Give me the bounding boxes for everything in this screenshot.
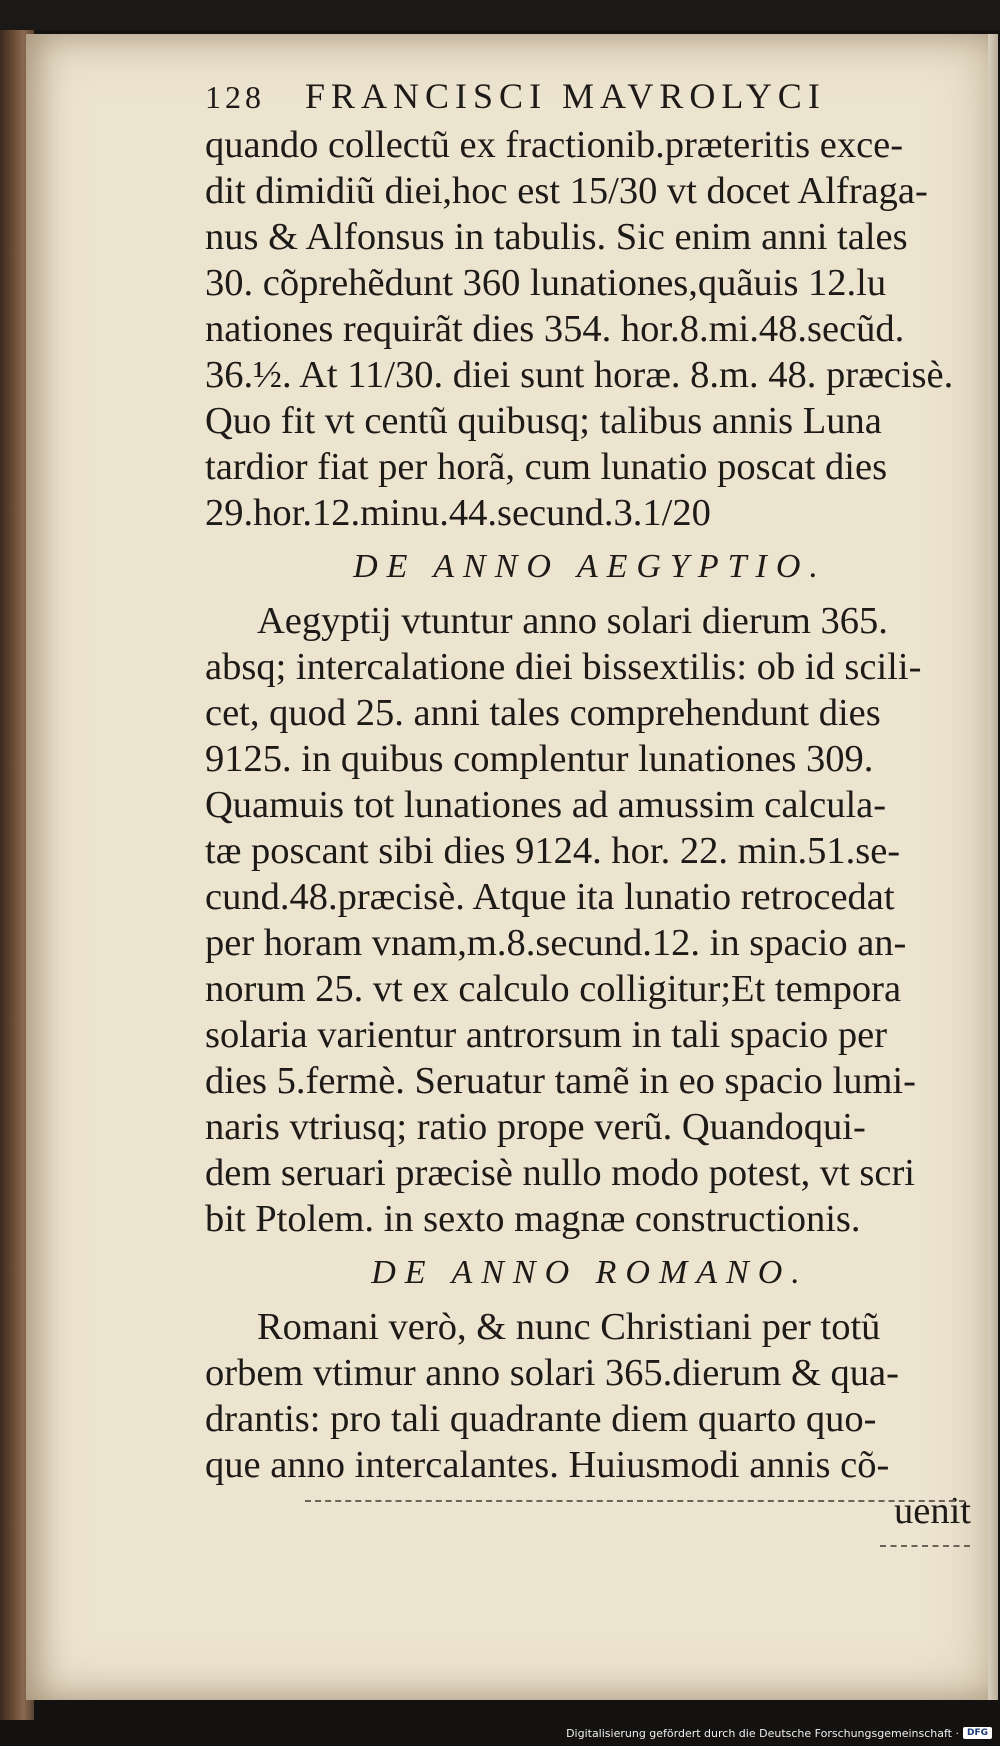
catchword: uenit <box>894 1490 971 1532</box>
dfg-logo-icon: DFG <box>963 1727 992 1739</box>
paragraph-aegyptio <box>205 598 975 1242</box>
bottom-rule <box>305 1500 965 1502</box>
text-line: cet, quod 25. anni tales comprehendunt dies <box>205 692 881 734</box>
text-line: Quo fit vt centũ quibusq; talibus annis Luna <box>205 400 882 442</box>
text-line: 29.hor.12.minu.44.secund.3.1/20 <box>205 492 711 534</box>
text-line: drantis: pro tali quadrante diem quarto quo- <box>205 1398 877 1440</box>
text-line: naris vtriusq; ratio prope verũ. Quandoqui- <box>205 1106 866 1148</box>
page-edge <box>988 34 998 1700</box>
running-head: FRANCISCI MAVROLYCI <box>305 76 826 116</box>
footer-credit: Digitalisierung gefördert durch die Deutsche Forschungsgemeinschaft · <box>566 1726 959 1740</box>
text-line: 36.½. At 11/30. diei sunt horæ. 8.m. 48. præcisè. <box>205 354 954 396</box>
text-line: nationes requirãt dies 354. hor.8.mi.48.secũd. <box>205 308 905 350</box>
text-line: orbem vtimur anno solari 365.dierum & qua- <box>205 1352 899 1394</box>
text-line: Quamuis tot lunationes ad amussim calcula- <box>205 784 887 826</box>
text-line: Romani verò, & nunc Christiani per totũ <box>257 1306 881 1348</box>
scan-top-border <box>0 0 1000 30</box>
text-line: absq; intercalatione diei bissextilis: ob id scili- <box>205 646 922 688</box>
text-line: bit Ptolem. in sexto magnæ constructionis. <box>205 1198 861 1240</box>
page-header <box>205 70 975 122</box>
paragraph-romano <box>205 1304 975 1488</box>
text-line: tæ poscant sibi dies 9124. hor. 22. min.51.se- <box>205 830 901 872</box>
section-heading-romano: DE ANNO ROMANO. <box>371 1254 809 1291</box>
page-number: 128 <box>205 79 265 115</box>
text-line: 30. cõprehẽdunt 360 lunationes,quãuis 12.lu <box>205 262 887 304</box>
text-line: quando collectũ ex fractionib.præteritis exce- <box>205 124 904 166</box>
digitization-footer <box>566 1724 992 1742</box>
text-line: 9125. in quibus complentur lunationes 309. <box>205 738 874 780</box>
text-line: tardior fiat per horã, cum lunatio poscat dies <box>205 446 888 488</box>
paragraph-intro <box>205 122 975 536</box>
text-line: dies 5.fermè. Seruatur tamẽ in eo spacio lumi- <box>205 1060 916 1102</box>
text-line: per horam vnam,m.8.secund.12. in spacio an- <box>205 922 907 964</box>
text-line: dem seruari præcisè nullo modo potest, vt scri <box>205 1152 915 1194</box>
text-line: norum 25. vt ex calculo colligitur;Et tempora <box>205 968 902 1010</box>
text-line: Aegyptij vtuntur anno solari dierum 365. <box>257 600 888 642</box>
text-line: nus & Alfonsus in tabulis. Sic enim anni tales <box>205 216 908 258</box>
page-text-block <box>205 70 975 1534</box>
catchword-rule <box>880 1545 970 1547</box>
text-line: que anno intercalantes. Huiusmodi annis cõ- <box>205 1444 890 1486</box>
text-line: dit dimidiũ diei,hoc est 15/30 vt docet Alfraga- <box>205 170 928 212</box>
text-line: solaria varientur antrorsum in tali spacio per <box>205 1014 888 1056</box>
text-line: cund.48.præcisè. Atque ita lunatio retrocedat <box>205 876 895 918</box>
section-heading-aegyptio: DE ANNO AEGYPTIO. <box>353 548 827 585</box>
